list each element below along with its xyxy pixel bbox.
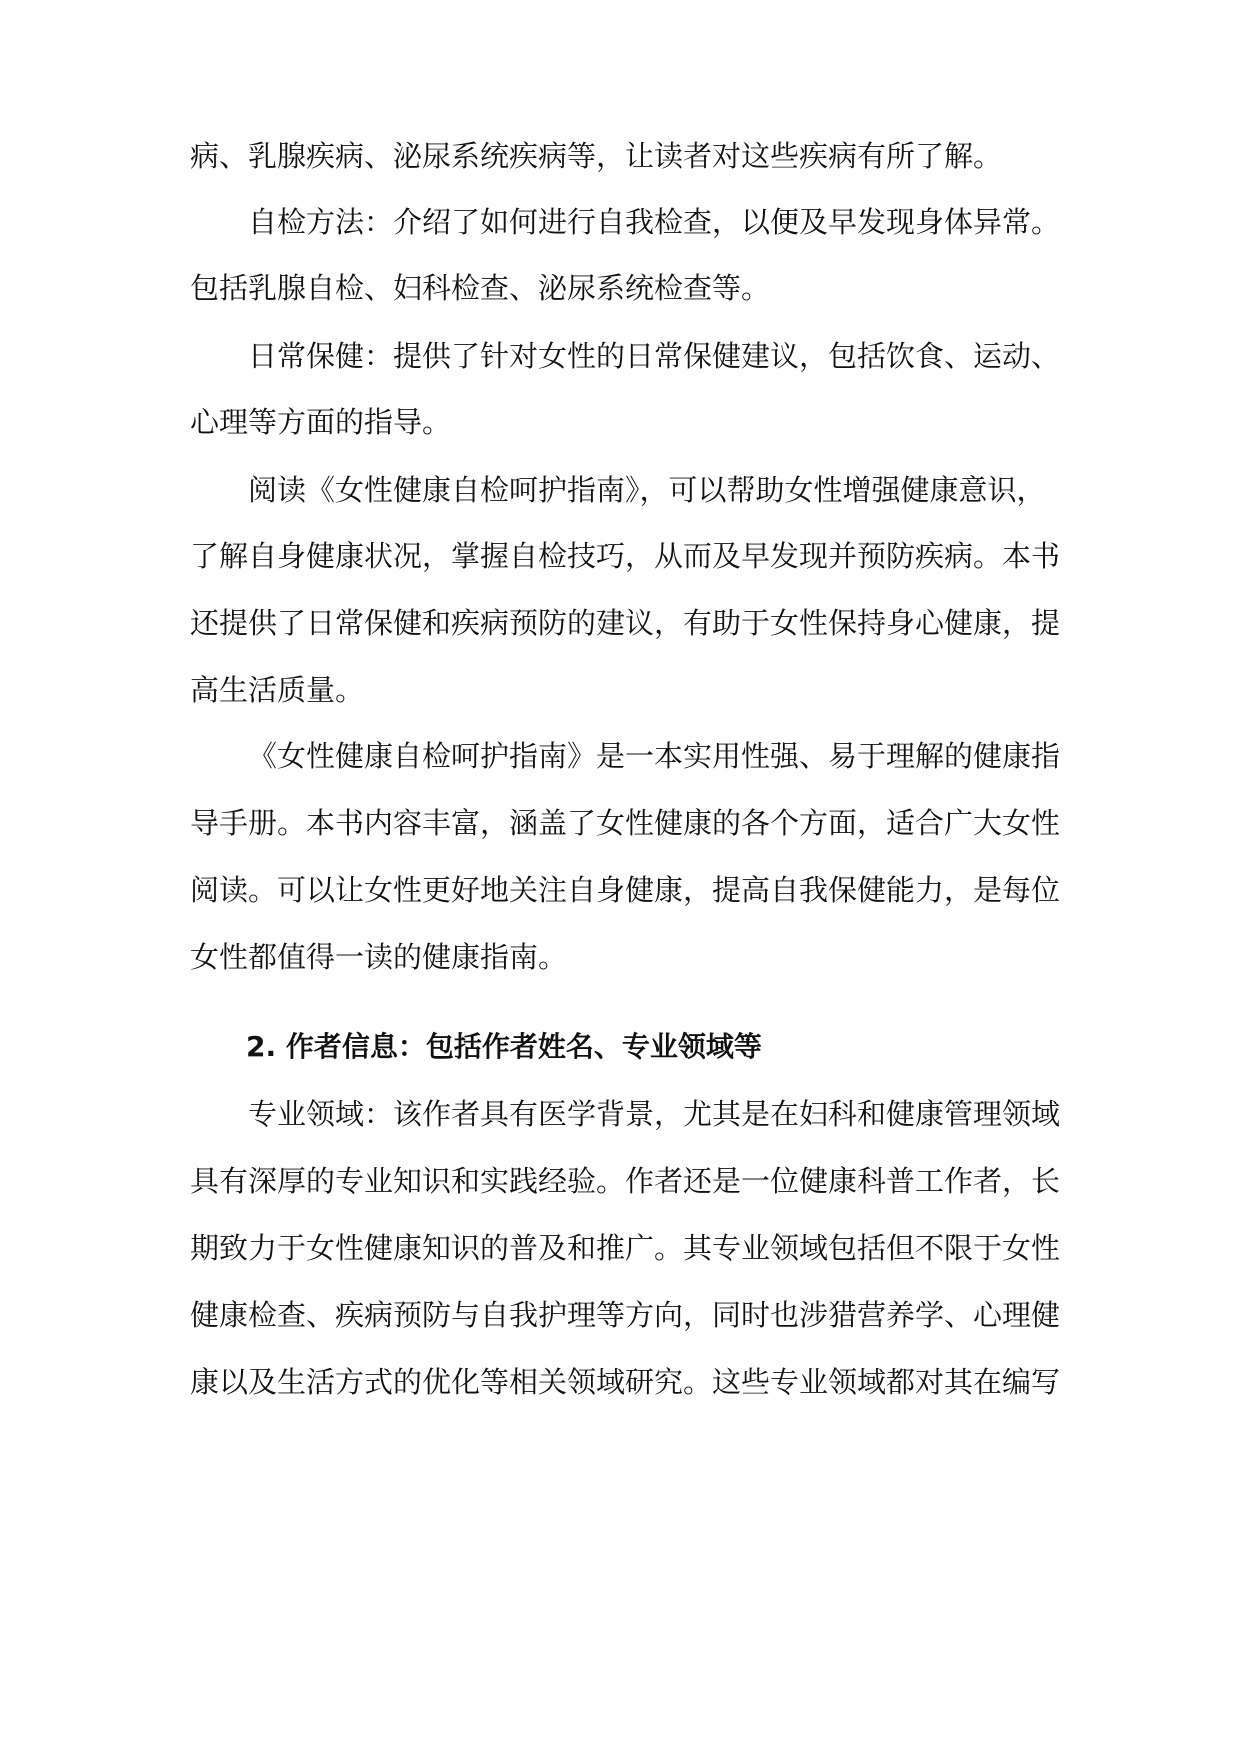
paragraph-line: 了解自身健康状况，掌握自检技巧，从而及早发现并预防疾病。本书 bbox=[190, 539, 1060, 573]
paragraph-line: 《女性健康自检呵护指南》是一本实用性强、易于理解的健康指 bbox=[248, 739, 1060, 773]
paragraph-line: 女性都值得一读的健康指南。 bbox=[190, 940, 568, 974]
paragraph-line: 日常保健：提供了针对女性的日常保健建议，包括饮食、运动、 bbox=[248, 339, 1060, 373]
paragraph-line: 包括乳腺自检、妇科检查、泌尿系统检查等。 bbox=[190, 271, 771, 305]
paragraph-line: 健康检查、疾病预防与自我护理等方向，同时也涉猎营养学、心理健 bbox=[190, 1298, 1060, 1332]
paragraph-line: 专业领域：该作者具有医学背景，尤其是在妇科和健康管理领域 bbox=[248, 1097, 1060, 1131]
paragraph-line: 还提供了日常保健和疾病预防的建议，有助于女性保持身心健康，提 bbox=[190, 606, 1060, 640]
paragraph-line: 高生活质量。 bbox=[190, 673, 365, 707]
paragraph-line: 病、乳腺疾病、泌尿系统疾病等，让读者对这些疾病有所了解。 bbox=[190, 139, 1003, 173]
paragraph-line: 康以及生活方式的优化等相关领域研究。这些专业领域都对其在编写 bbox=[190, 1365, 1060, 1399]
paragraph-line: 心理等方面的指导。 bbox=[190, 405, 452, 439]
section-heading: 2. 作者信息：包括作者姓名、专业领域等 bbox=[246, 1030, 762, 1063]
paragraph-line: 阅读《女性健康自检呵护指南》，可以帮助女性增强健康意识， bbox=[248, 473, 1046, 507]
paragraph-line: 具有深厚的专业知识和实践经验。作者还是一位健康科普工作者，长 bbox=[190, 1164, 1060, 1198]
paragraph-line: 自检方法：介绍了如何进行自我检查，以便及早发现身体异常。 bbox=[248, 205, 1060, 239]
paragraph-line: 导手册。本书内容丰富，涵盖了女性健康的各个方面，适合广大女性 bbox=[190, 806, 1060, 840]
paragraph-line: 期致力于女性健康知识的普及和推广。其专业领域包括但不限于女性 bbox=[190, 1231, 1060, 1265]
paragraph-line: 阅读。可以让女性更好地关注自身健康，提高自我保健能力，是每位 bbox=[190, 873, 1060, 907]
